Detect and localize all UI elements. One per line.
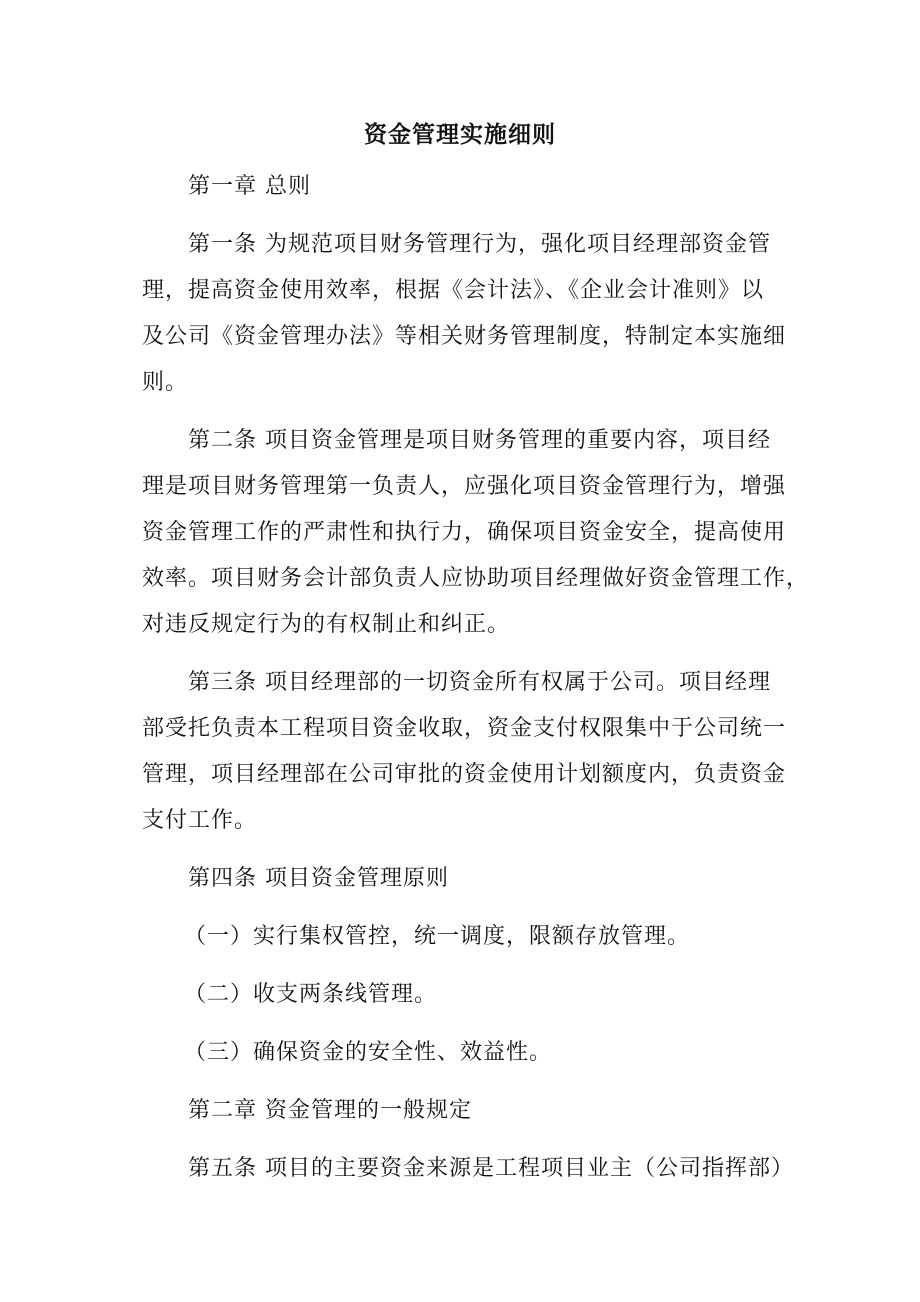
paragraph-line: 则。 — [142, 370, 189, 395]
paragraph-line: 支付工作。 — [142, 808, 258, 833]
chapter-heading: 第一章 总则 — [188, 174, 311, 199]
paragraph-line: 资金管理工作的严肃性和执行力，确保项目资金安全，提高使用 — [142, 520, 787, 545]
list-item: （一）实行集权管控，统一调度，限额存放管理。 — [184, 924, 691, 949]
paragraph-line: 对违反规定行为的有权制止和纠正。 — [142, 612, 511, 637]
article-heading: 第四条 项目资金管理原则 — [188, 866, 449, 891]
paragraph-line: 理是项目财务管理第一负责人，应强化项目资金管理行为，增强 — [142, 474, 787, 499]
list-item: （三）确保资金的安全性、效益性。 — [184, 1040, 553, 1065]
paragraph-line: 效率。项目财务会计部负责人应协助项目经理做好资金管理工作， — [142, 566, 810, 591]
paragraph-line: 第二条 项目资金管理是项目财务管理的重要内容，项目经 — [188, 428, 771, 453]
paragraph-line: 第三条 项目经理部的一切资金所有权属于公司。项目经理 — [188, 670, 771, 695]
paragraph-line: 理，提高资金使用效率，根据《会计法》、《企业会计准则》以 — [142, 278, 765, 303]
document-title: 资金管理实施细则 — [364, 121, 556, 148]
paragraph-line: 第一条 为规范项目财务管理行为，强化项目经理部资金管 — [188, 232, 771, 257]
list-item: （二）收支两条线管理。 — [184, 982, 438, 1007]
paragraph-line: 第五条 项目的主要资金来源是工程项目业主（公司指挥部） — [188, 1156, 794, 1181]
paragraph-line: 部受托负责本工程项目资金收取，资金支付权限集中于公司统一 — [142, 716, 787, 741]
paragraph-line: 及公司《资金管理办法》等相关财务管理制度，特制定本实施细 — [142, 324, 787, 349]
paragraph-line: 管理，项目经理部在公司审批的资金使用计划额度内，负责资金 — [142, 762, 787, 787]
chapter-heading: 第二章 资金管理的一般规定 — [188, 1098, 472, 1123]
